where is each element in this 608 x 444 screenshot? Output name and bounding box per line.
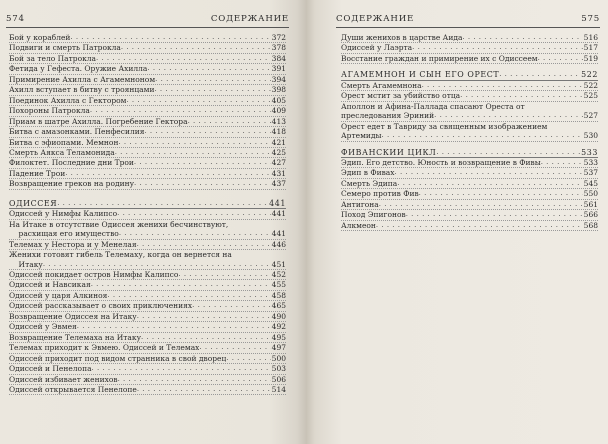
leader-dots	[96, 54, 271, 63]
toc-page-number: 522	[581, 70, 598, 80]
toc-entry	[341, 158, 598, 168]
toc-entry	[9, 148, 286, 158]
leader-dots	[192, 301, 271, 310]
toc-page-number: 427	[271, 158, 286, 168]
toc-page-number: 413	[271, 116, 286, 126]
toc-entry	[9, 106, 286, 116]
toc-page-number: 525	[583, 91, 598, 101]
section-gap	[9, 190, 286, 199]
toc-page-number: 568	[583, 220, 598, 230]
toc-entry-title: Одиссей у Лаэрта	[341, 43, 413, 53]
toc-page-number: 561	[583, 199, 598, 209]
left-toc-list	[9, 33, 286, 395]
leader-dots	[155, 75, 271, 84]
leader-dots	[121, 43, 271, 52]
toc-page-number: 391	[271, 64, 286, 74]
toc-page-number: 527	[583, 111, 598, 121]
toc-page-number: 492	[271, 322, 286, 332]
toc-entry	[9, 322, 286, 332]
toc-page-number: 441	[271, 229, 286, 239]
leader-dots	[406, 210, 583, 219]
toc-page-number: 530	[583, 131, 598, 141]
toc-entry	[9, 364, 286, 374]
toc-entry	[9, 43, 286, 53]
toc-section-heading	[9, 199, 286, 209]
leader-dots	[434, 111, 583, 120]
toc-page-number: 421	[271, 137, 286, 147]
toc-page-number: 394	[271, 74, 286, 84]
toc-page-number: 566	[583, 210, 598, 220]
left-page-header	[6, 12, 289, 28]
toc-entry	[9, 127, 286, 137]
toc-page-number: 409	[271, 106, 286, 116]
toc-entry	[9, 158, 286, 168]
leader-dots	[119, 229, 271, 238]
toc-entry-title: Смерть Агамемнона	[341, 80, 422, 90]
toc-page-number: 378	[271, 43, 286, 53]
toc-entry	[9, 333, 286, 343]
leader-dots	[199, 343, 270, 352]
leader-dots	[412, 43, 583, 52]
toc-page-number: 437	[271, 179, 286, 189]
toc-entry	[9, 117, 286, 127]
toc-entry	[9, 169, 286, 179]
leader-dots	[92, 364, 271, 373]
toc-page-number: 405	[271, 95, 286, 105]
section-title: ФИВАНСКИЙ ЦИКЛ	[341, 147, 437, 157]
toc-entry	[9, 54, 286, 64]
toc-entry-title: Одиссей у Эвмея	[9, 322, 77, 332]
toc-page-number: 537	[583, 168, 598, 178]
leader-dots	[382, 131, 583, 140]
toc-entry-title: Семеро против Фив	[341, 189, 419, 199]
toc-page-number: 495	[271, 332, 286, 342]
toc-entry	[341, 179, 598, 189]
toc-entry-title: Битва с амазонками. Пенфесилия	[9, 127, 145, 137]
toc-entry-title: Примирение Ахилла с Агамемноном	[9, 74, 156, 84]
toc-entry-title: Одиссей и Навсикая	[9, 280, 91, 290]
toc-entry-title: Смерть Аякса Теламонида	[9, 147, 115, 157]
toc-entry	[9, 85, 286, 95]
leader-dots	[436, 148, 580, 157]
toc-entry-title: Антигона	[341, 199, 379, 209]
toc-page-number: 372	[271, 33, 286, 42]
toc-entry-title: Одиссей у Нимфы Калипсо	[9, 209, 118, 219]
toc-page-number: 425	[271, 147, 286, 157]
leader-dots	[154, 85, 270, 94]
leader-dots	[462, 33, 582, 42]
leader-dots	[144, 127, 270, 136]
toc-entry	[9, 209, 286, 219]
leader-dots	[126, 96, 270, 105]
toc-entry	[341, 81, 598, 91]
toc-entry-title: Орест мстит за убийство отца	[341, 91, 461, 101]
leader-dots	[118, 138, 270, 147]
toc-page-number: 431	[271, 168, 286, 178]
right-page-header	[336, 12, 600, 28]
toc-entry-line: Аполлон и Афина-Паллада спасают Ореста от	[341, 101, 525, 111]
toc-entry-title: Филоктет. Последние дни Трои	[9, 158, 134, 168]
toc-entry	[341, 189, 598, 199]
toc-entry-title: Поход Эпигонов	[341, 210, 406, 220]
right-page	[306, 0, 608, 444]
toc-section-heading	[341, 148, 598, 158]
leader-dots	[91, 280, 271, 289]
toc-entry	[341, 91, 598, 101]
leader-dots	[178, 270, 270, 279]
toc-entry-title: Падение Трои	[9, 168, 66, 178]
toc-page-number: 451	[271, 259, 286, 269]
toc-entry-title: Возвращение Одиссея на Итаку	[9, 311, 137, 321]
toc-entry	[9, 343, 286, 353]
right-toc-list	[341, 33, 598, 231]
toc-page-number: 519	[583, 53, 598, 63]
left-header-rule	[6, 27, 289, 28]
toc-page-number: 441	[269, 198, 286, 208]
toc-entry	[9, 354, 286, 364]
leader-dots	[422, 81, 583, 90]
leader-dots	[147, 64, 270, 73]
toc-page-number: 398	[271, 85, 286, 95]
toc-page-number: 446	[271, 239, 286, 249]
leader-dots	[90, 106, 271, 115]
leader-dots	[188, 117, 271, 126]
toc-entry-title: Одиссей покидает остров Нимфы Калипсо	[9, 269, 179, 279]
leader-dots	[397, 179, 582, 188]
toc-entry-title: Эдип в Фивах	[341, 168, 395, 178]
toc-entry	[9, 138, 286, 148]
right-page-number: 575	[581, 14, 600, 24]
toc-entry-title: Телемах у Нестора и у Менелая	[9, 239, 137, 249]
toc-entry-title: Поединок Ахилла с Гектором	[9, 95, 127, 105]
leader-dots	[65, 169, 270, 178]
toc-entry-line: Орест едет в Тавриду за священным изображением	[341, 121, 548, 131]
leader-dots	[460, 91, 583, 100]
toc-entry	[9, 270, 286, 280]
toc-entry	[341, 210, 598, 220]
section-title: ОДИССЕЯ	[9, 198, 58, 208]
leader-dots	[141, 333, 271, 342]
toc-page-number: 533	[583, 157, 598, 167]
toc-page-number: 465	[271, 301, 286, 311]
toc-page-number: 500	[271, 353, 286, 363]
toc-entry	[9, 375, 286, 385]
toc-entry	[9, 312, 286, 322]
section-title: АГАМЕМНОН И СЫН ЕГО ОРЕСТ	[341, 70, 500, 80]
leader-dots	[117, 209, 271, 218]
toc-entry	[9, 280, 286, 290]
toc-page-number: 503	[271, 364, 286, 374]
toc-entry-title: Души женихов в царстве Аида	[341, 33, 463, 42]
leader-dots	[541, 158, 583, 167]
toc-entry-title: Бой за тело Патрокла	[9, 53, 97, 63]
toc-entry-title: Одиссей приходит под видом странника в свой дворец	[9, 353, 227, 363]
toc-page-number: 452	[271, 269, 286, 279]
leader-dots	[57, 199, 268, 208]
toc-entry	[9, 385, 286, 395]
toc-entry-title: Одиссей и Пенелопа	[9, 364, 92, 374]
toc-entry	[9, 291, 286, 301]
toc-entry-title: Одиссей открывается Пенелопе	[9, 384, 137, 394]
toc-entry	[341, 43, 598, 53]
toc-page-number: 441	[271, 209, 286, 219]
toc-entry	[341, 54, 598, 64]
toc-section-heading	[341, 70, 598, 80]
toc-entry-title: Похороны Патрокла	[9, 106, 90, 116]
toc-entry	[9, 33, 286, 43]
toc-entry-title: Битва с эфиопами. Мемнон	[9, 137, 119, 147]
toc-entry-title: Одиссей у царя Алкиноя	[9, 290, 108, 300]
toc-page-number: 418	[271, 127, 286, 137]
leader-dots	[499, 70, 580, 79]
toc-entry-title: Одиссей избивает женихов	[9, 374, 118, 384]
toc-page-number: 458	[271, 290, 286, 300]
toc-entry	[9, 229, 286, 239]
leader-dots	[137, 312, 271, 321]
toc-entry-title: Бой у кораблей	[9, 33, 71, 42]
toc-page-number: 550	[583, 189, 598, 199]
right-header-rule	[336, 27, 600, 28]
leader-dots	[137, 240, 271, 249]
toc-entry-title: Эдип. Его детство. Юность и возвращение в Фивы	[341, 157, 541, 167]
toc-entry-title: Одиссей рассказывает о своих приключениях	[9, 301, 193, 311]
right-running-title: СОДЕРЖАНИЕ	[336, 14, 415, 24]
toc-page-number: 545	[583, 178, 598, 188]
toc-page-number: 497	[271, 343, 286, 353]
toc-page-number: 516	[583, 33, 598, 42]
leader-dots	[419, 189, 583, 198]
leader-dots	[137, 385, 271, 394]
toc-entry	[9, 240, 286, 250]
toc-entry	[341, 131, 598, 141]
toc-entry-title: Подвиги и смерть Патрокла	[9, 43, 121, 53]
toc-entry-title: Восстание граждан и примирение их с Одиссеем	[341, 53, 538, 63]
toc-entry	[341, 168, 598, 178]
toc-entry-title: Ахилл вступает в битву с троянцами	[9, 85, 155, 95]
toc-entry	[341, 111, 598, 121]
toc-entry-line: На Итаке в отсутствие Одиссея женихи бесчинствуют,	[9, 219, 229, 229]
leader-dots	[115, 148, 271, 157]
toc-entry-title: Артемиды	[341, 131, 382, 141]
leader-dots	[134, 158, 271, 167]
toc-page-number: 490	[271, 311, 286, 321]
toc-entry-title: Возвращение Телемаха на Итаку	[9, 332, 141, 342]
left-running-title: СОДЕРЖАНИЕ	[210, 14, 289, 24]
toc-entry	[341, 221, 598, 231]
leader-dots	[118, 375, 271, 384]
toc-page-number: 514	[271, 384, 286, 394]
toc-entry-title: преследования Эриний	[341, 111, 435, 121]
leader-dots	[43, 260, 271, 269]
toc-entry-line: Женихи готовят гибель Телемаху, когда он вернется на	[9, 250, 232, 260]
left-page-number: 574	[6, 14, 25, 24]
toc-entry	[9, 75, 286, 85]
toc-entry-title: Фетида у Гефеста. Оружие Ахилла	[9, 64, 148, 74]
leader-dots	[538, 54, 583, 63]
leader-dots	[107, 291, 270, 300]
toc-entry	[9, 64, 286, 74]
toc-page-number: 522	[583, 80, 598, 90]
toc-page-number: 506	[271, 374, 286, 384]
toc-entry	[341, 200, 598, 210]
leader-dots	[379, 200, 583, 209]
toc-entry-title: Алкмеон	[341, 220, 376, 230]
toc-entry-title: Смерть Эдипа	[341, 178, 398, 188]
toc-entry-title: Телемах приходит к Эвмею. Одиссей и Телемах	[9, 343, 200, 353]
toc-entry	[9, 301, 286, 311]
toc-page-number: 384	[271, 53, 286, 63]
leader-dots	[134, 179, 271, 188]
toc-entry	[9, 179, 286, 189]
toc-entry-title: расхищая его имущество	[9, 229, 119, 239]
leader-dots	[376, 221, 583, 230]
toc-entry	[341, 33, 598, 43]
leader-dots	[70, 33, 270, 42]
toc-entry-title: Возвращение греков на родину	[9, 179, 135, 189]
toc-entry-title: Приам в шатре Ахилла. Погребение Гектора	[9, 116, 188, 126]
leader-dots	[395, 168, 583, 177]
toc-page-number: 455	[271, 280, 286, 290]
leader-dots	[226, 354, 270, 363]
toc-page-number: 533	[581, 147, 598, 157]
leader-dots	[77, 322, 271, 331]
toc-entry-title: Итаку	[9, 259, 43, 269]
toc-page-number: 517	[583, 43, 598, 53]
toc-entry	[9, 260, 286, 270]
toc-entry	[9, 96, 286, 106]
